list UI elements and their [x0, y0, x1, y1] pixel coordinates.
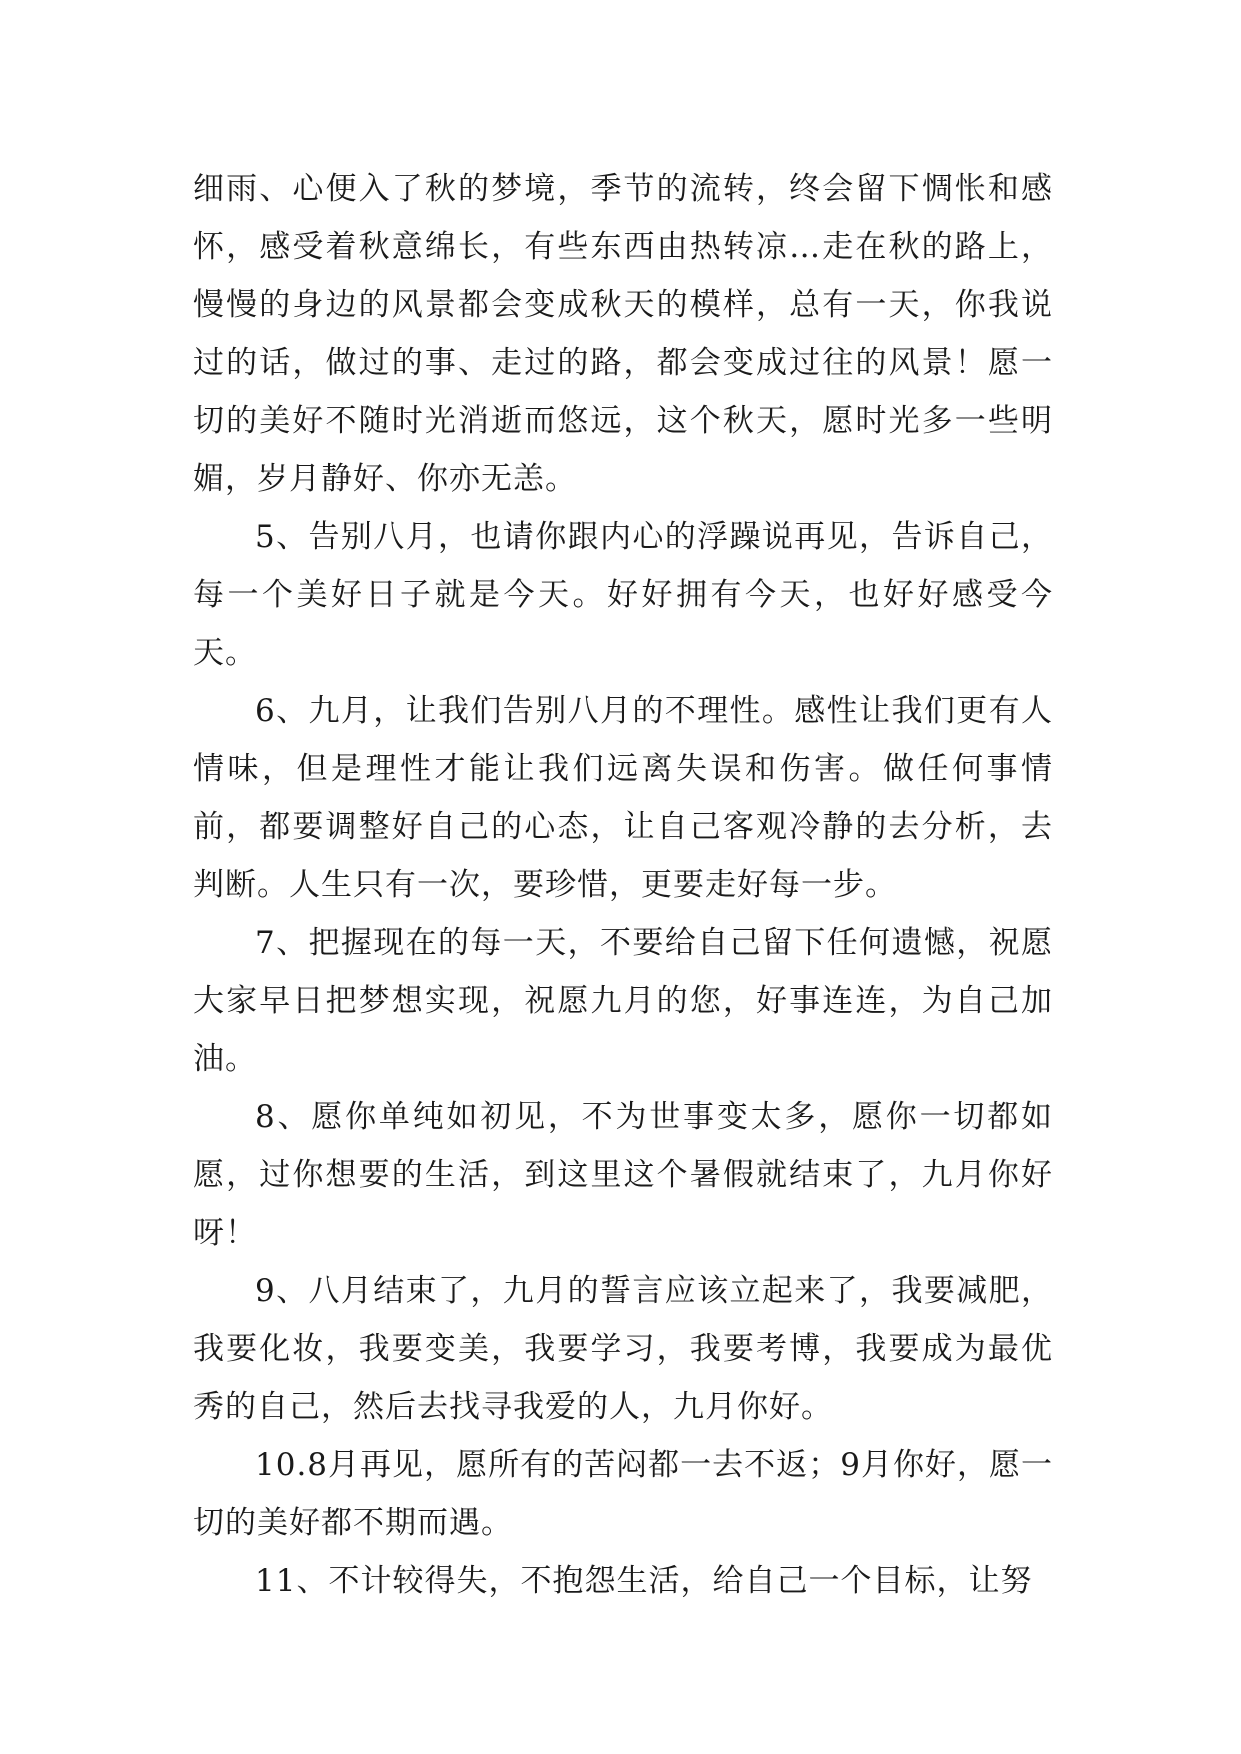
document-body: [193, 160, 1053, 1610]
paragraph: 6、九月，让我们告别八月的不理性。感性让我们更有人情味，但是理性才能让我们远离失误和伤害。做任何事情前，都要调整好自己的心态，让自己客观冷静的去分析，去判断。人生只有一次，要珍惜，更要走好每一步。: [193, 693, 1053, 903]
paragraph: 8、愿你单纯如初见，不为世事变太多，愿你一切都如愿，过你想要的生活，到这里这个暑假就结束了，九月你好呀！: [193, 1099, 1053, 1251]
paragraph: 11、不计较得失，不抱怨生活，给自己一个目标，让努: [255, 1563, 1033, 1599]
paragraph: 9、八月结束了，九月的誓言应该立起来了，我要减肥，我要化妆，我要变美，我要学习，我要考博，我要成为最优秀的自己，然后去找寻我爱的人，九月你好。: [193, 1273, 1053, 1425]
paragraph: 10.8月再见，愿所有的苦闷都一去不返；9月你好，愿一切的美好都不期而遇。: [193, 1447, 1053, 1541]
paragraph: 7、把握现在的每一天，不要给自己留下任何遗憾，祝愿大家早日把梦想实现，祝愿九月的您，好事连连，为自己加油。: [193, 925, 1053, 1077]
paragraph: 细雨、心便入了秋的梦境，季节的流转，终会留下惆怅和感怀，感受着秋意绵长，有些东西由热转凉…走在秋的路上，慢慢的身边的风景都会变成秋天的模样，总有一天，你我说过的话，做过的事、走过的路，都会变成过往的风景！愿一切的美好不随时光消逝而悠远，这个秋天，愿时光多一些明媚，岁月静好、你亦无恙。: [193, 171, 1053, 497]
paragraph: 5、告别八月，也请你跟内心的浮躁说再见，告诉自己，每一个美好日子就是今天。好好拥有今天，也好好感受今天。: [193, 519, 1053, 671]
